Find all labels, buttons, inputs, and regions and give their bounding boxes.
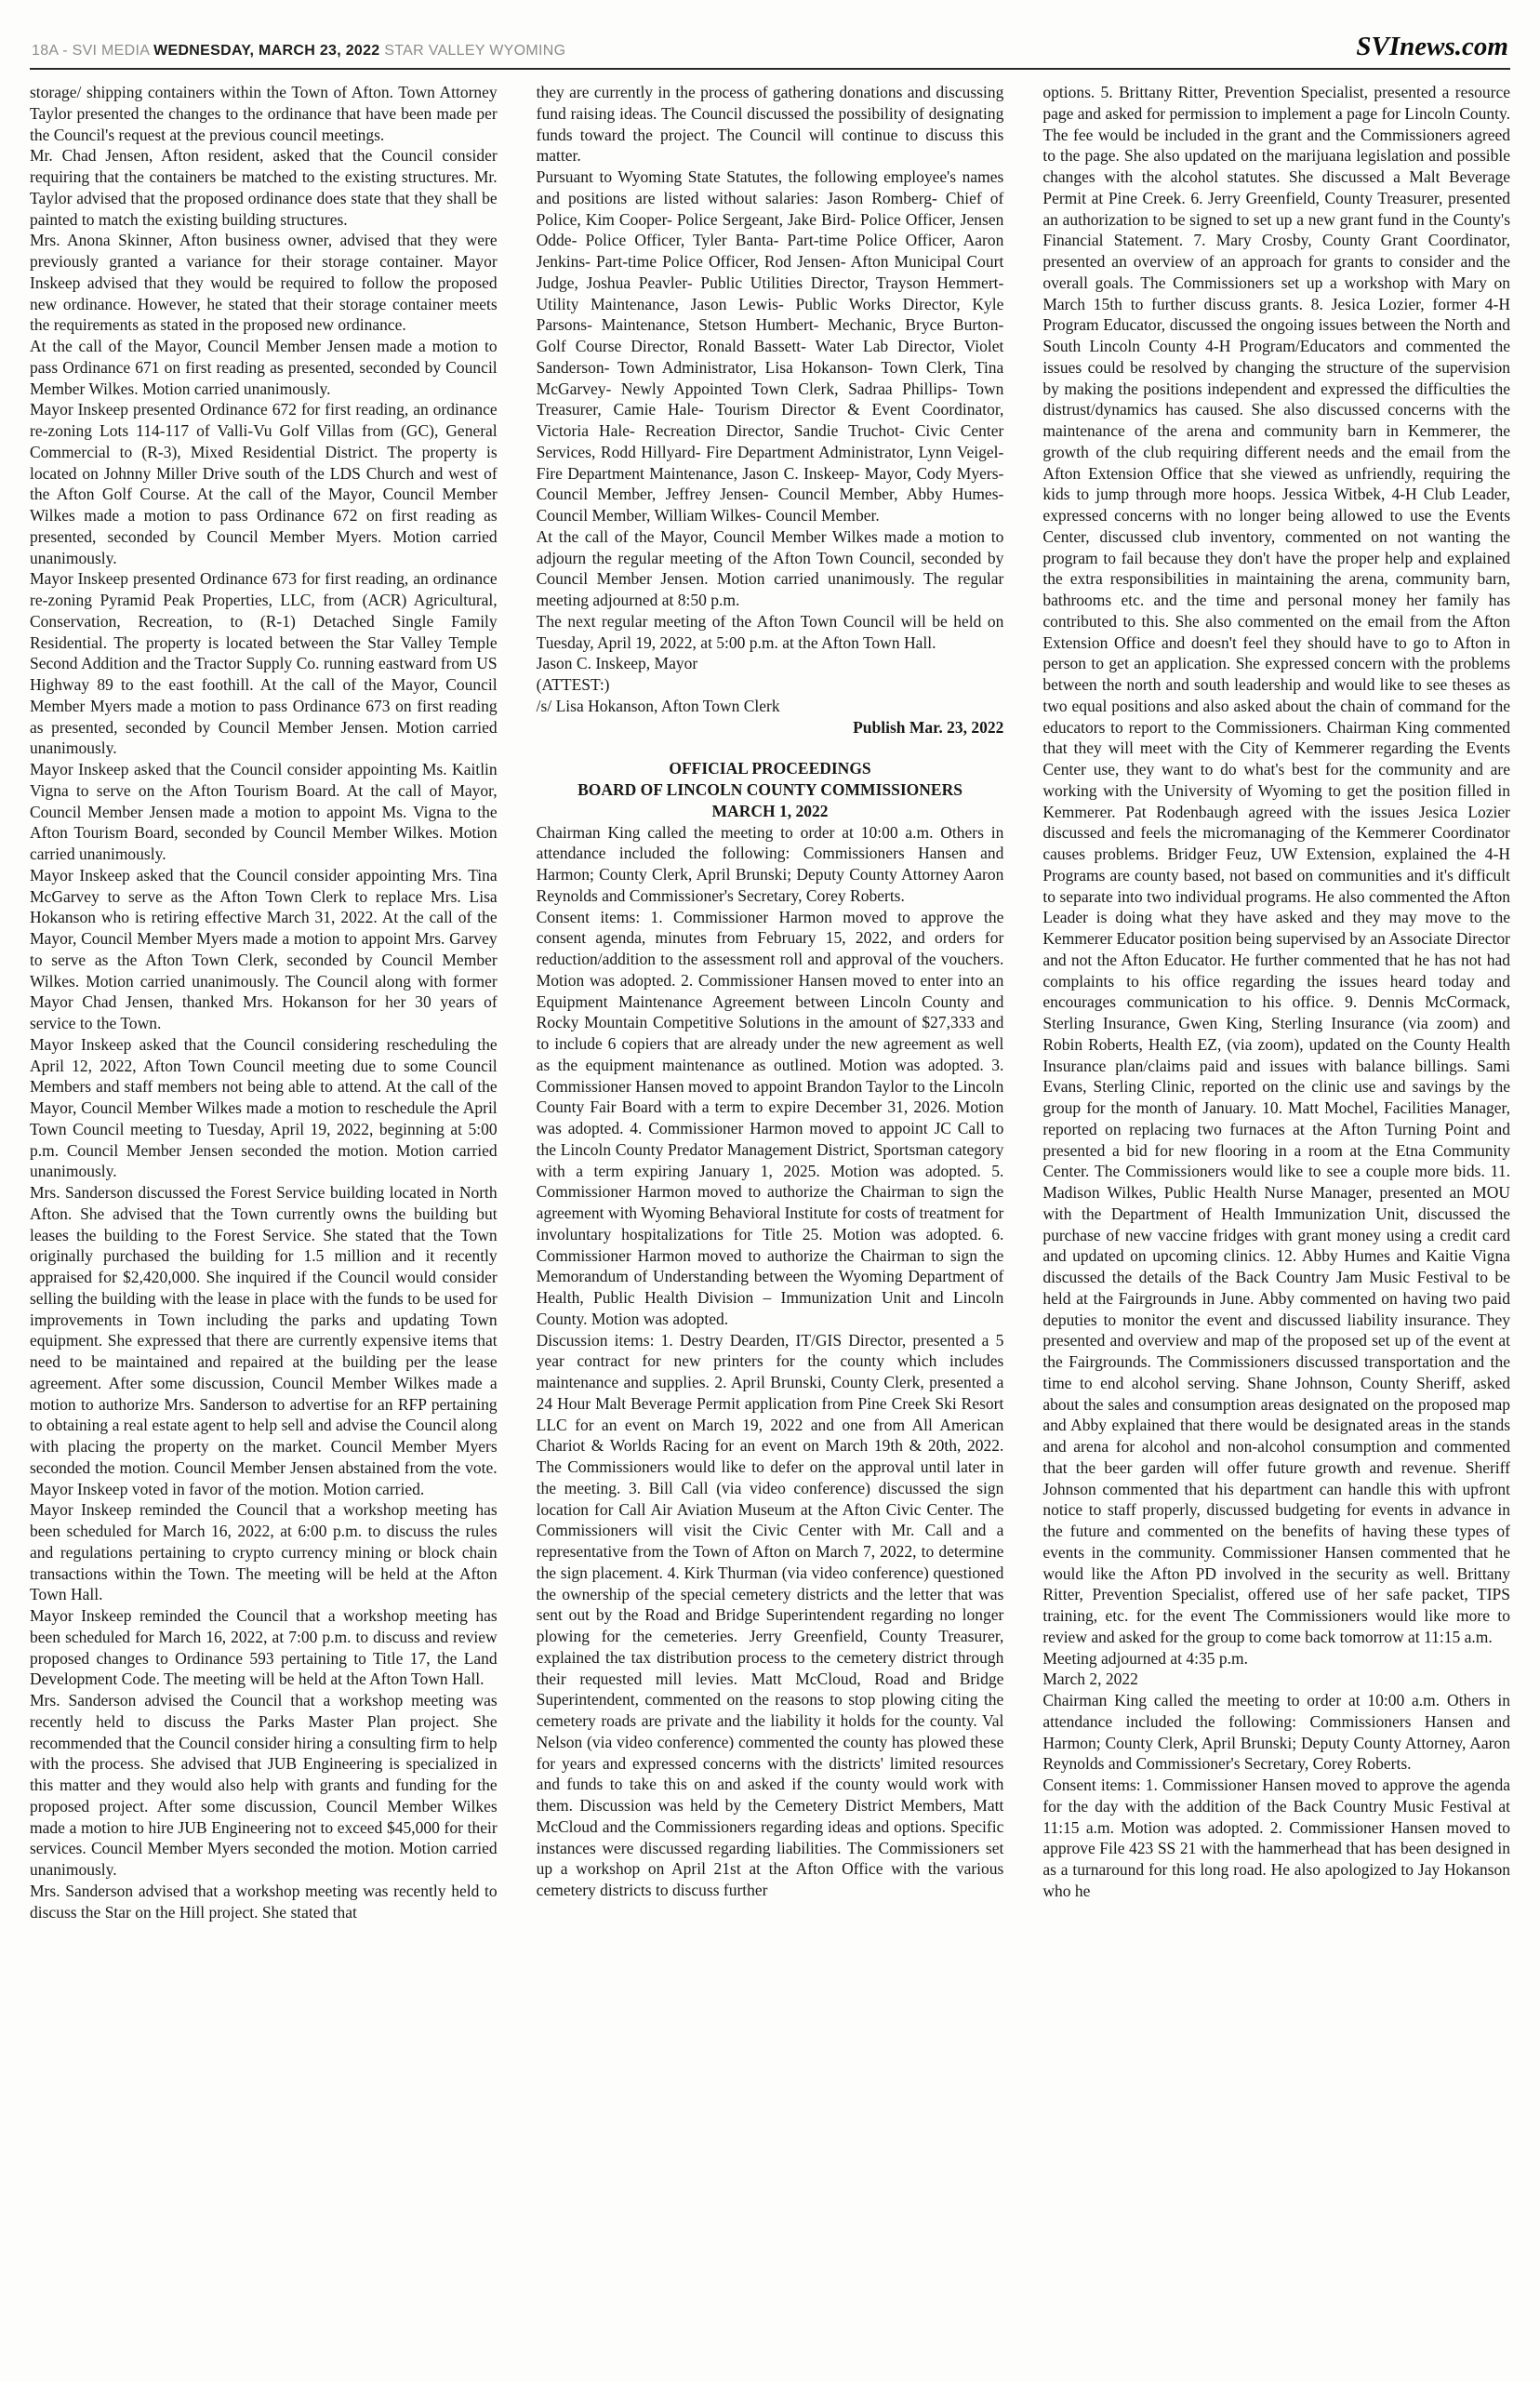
paragraph: Pursuant to Wyoming State Statutes, the following employee's names and positions are listed without salaries: Jason Romberg- Chief of Police, Kim Cooper- Police Sergeant, Jake Bird- Police Officer, Jensen Odde- Police Officer, Tyler Banta- Part-time Police Officer, Aaron Jenkins- Part-time Police Officer, Rod Jensen- Afton Municipal Court Judge, Joshua Peavler- Public Utilities Director, Trayson Hemmert- Utility Maintenance, Jason Lewis- Public Works Director, Kyle Parsons- Maintenance, Stetson Humbert- Mechanic, Bryce Burton- Golf Course Director, Ronald Bassett- Water Lab Director, Violet Sanderson- Town Administrator, Lisa Hokanson- Town Clerk, Tina McGarvey- Newly Appointed Town Clerk, Sadraa Phillips- Town Treasurer, Camie Hale- Tourism Director & Event Coordinator, Victoria Hale- Recreation Director, Sandie Truchot- Civic Center Services, Rodd Hillyard- Fire Department Administrator, Lynn Veigel- Fire Department Maintenance, Jason C. Inskeep- Mayor, Cody Myers- Council Member, Jeffrey Jensen- Council Member, Abby Humes- Council Member, William Wilkes- Council Member. bbox=[536, 167, 1004, 525]
paragraph: Mayor Inskeep reminded the Council that a workshop meeting has been scheduled for March 16, 2022, at 6:00 p.m. to discuss the rules and regulations pertaining to crypto currency mining or block chain transactions within the Town. The meeting will be held at the Afton Town Hall. bbox=[30, 1500, 498, 1604]
paragraph: Discussion items: 1. Destry Dearden, IT/GIS Director, presented a 5 year contract for new printers for the county which includes maintenance and supplies. 2. April Brunski, County Clerk, presented a 24 Hour Malt Beverage Permit application from Pine Creek Ski Resort LLC for an event on March 19, 2022 and one from All American Chariot & Worlds Racing for an event on March 19th & 20th, 2022. The Commissioners would like to defer on the approval until later in the meeting. 3. Bill Call (via video conference) discussed the sign location for Call Air Aviation Museum at the Afton Civic Center. The Commissioners will visit the Civic Center with Mr. Call and a representative from the Town of Afton on March 7, 2022, to determine the sign placement. 4. Kirk Thurman (via video conference) questioned the ownership of the special cemetery districts and the letter that was sent out by the Road and Bridge Superintendent regarding no longer plowing for the cemeteries. Jerry Greenfield, County Treasurer, explained the tax distribution process to the cemetery district through their requested mill levies. Matt McCloud, Road and Bridge Superintendent, commented on the reasons to stop plowing citing the cemetery roads are private and the liability it holds for the county. Val Nelson (via video conference) commented the county has plowed these for years and expressed concerns with the districts' limited resources and funds to take this on and asked if the county would work with them. Discussion was held by the Cemetery District Members, Matt McCloud and the Commissioners regarding ideas and options. Specific instances were discussed regarding liabilities. The Commissioners set up a workshop on April 21st at the Afton Office with the various cemetery districts to discuss further bbox=[536, 1330, 1004, 1899]
paragraph: Mr. Chad Jensen, Afton resident, asked that the Council consider requiring that the containers be matched to the existing structures. Mr. Taylor advised that the proposed ordinance does state that they shall be painted to match the existing building structures. bbox=[30, 146, 498, 229]
article-columns bbox=[30, 70, 1510, 1922]
paragraph: they are currently in the process of gathering donations and discussing fund raising ideas. The Council discussed the possibility of designating funds toward the project. The Council will continue to discuss this matter. bbox=[536, 83, 1004, 166]
paragraph: Mayor Inskeep asked that the Council consider appointing Mrs. Tina McGarvey to serve as the Afton Town Clerk to replace Mrs. Lisa Hokanson who is retiring effective March 31, 2022. At the call of the Mayor, Council Member Myers made a motion to appoint Mrs. Garvey to serve as the Afton Town Clerk, seconded by Council Member Wilkes. Motion carried unanimously. The Council along with former Mayor Chad Jensen, thanked Mrs. Hokanson for her 30 years of service to the Town. bbox=[30, 865, 498, 1032]
paragraph: At the call of the Mayor, Council Member Wilkes made a motion to adjourn the regular meeting of the Afton Town Council, seconded by Council Member Jensen. Motion carried unanimously. The regular meeting adjourned at 8:50 p.m. bbox=[536, 526, 1004, 609]
section-heading: BOARD OF LINCOLN COUNTY COMMISSIONERS bbox=[578, 780, 962, 799]
paragraph: Mayor Inskeep asked that the Council considering rescheduling the April 12, 2022, Afton Town Council meeting due to some Council Members and staff members not being able to attend. At the call of the Mayor, Council Member Wilkes made a motion to reschedule the April Town Council meeting to Tuesday, April 19, 2022, beginning at 5:00 p.m. Council Member Jensen seconded the motion. Motion carried unanimously. bbox=[30, 1034, 498, 1181]
paragraph: Meeting adjourned at 4:35 p.m. bbox=[1042, 1648, 1248, 1668]
section-heading: MARCH 1, 2022 bbox=[711, 801, 829, 820]
paragraph: The next regular meeting of the Afton Town Council will be held on Tuesday, April 19, 2022, at 5:00 p.m. at the Afton Town Hall. bbox=[536, 611, 1004, 652]
header-left bbox=[32, 43, 565, 60]
paragraph: options. 5. Brittany Ritter, Prevention Specialist, presented a resource page and asked for permission to implement a page for Lincoln County. The fee would be included in the grant and the Commissioners agreed to the page. She also updated on the marijuana legislation and possible changes with the alcohol statutes. She discussed a Malt Beverage Permit at Pine Creek. 6. Jerry Greenfield, County Treasurer, presented an authorization to be signed to set up a new grant fund in the County's Financial Statement. 7. Mary Crosby, County Grant Coordinator, presented an overview of an approach for grants to consider and the overall goals. The Commissioners set up a workshop with Mary on March 15th to further discuss grants. 8. Jesica Lozier, former 4-H Program Educator, discussed the ongoing issues between the North and South Lincoln County 4-H Program/Educators and commented the issues could be resolved by changing the structure of the supervision by making the positions independent and expressed the difficulties the distrust/dynamics has caused. She also discussed concerns with the maintenance of the arena and community barn in Kemmerer, the growth of the club requiring different needs and the email from the Afton Extension Office that she viewed as unfriendly, requiring the kids to jump through more hoops. Jessica Witbek, 4-H Club Leader, expressed concerns with no longer being allowed to use the Events Center, discussed club inventory, commented on not wanting the program to fail because they don't have the proper help and explained the extra responsibilities in maintaining the arena, community barn, bathrooms etc. and the time and personal money her family has contributed to this. She also commented on the email from the Afton Extension Office and doesn't feel they should have to go to Afton in person to get an application. She expressed concern with the problems between the north and south leadership and would like to see theses as two equal positions and also asked about the chain of command for the educators to report to the Commissioners. Chairman King commented that they will meet with the City of Kemmerer regarding the Events Center use, they want to do what's best for the community and are working with the University of Wyoming to get the position filled in Kemmerer. Pat Rodenbaugh agreed with the issues Jesica Lozier discussed and feels the micromanaging of the Kemmerer Coordinator causes problems. Bridger Feuz, UW Extension, explained the 4-H Programs are county based, not based on communities and it's difficult to separate into two individual programs. He also commented the Afton Leader is doing what they have asked and they may move to the Kemmerer Educator position being supervised by an Associate Director and not the Afton Educator. He further commented that he has not had complaints to his office regarding the issues heard today and encourages communication to his office. 9. Dennis McCormack, Sterling Insurance, Gwen King, Sterling Insurance (via zoom) and Robin Roberts, Health EZ, (via zoom), updated on the County Health Insurance plan/claims paid and issues with balance billings. Sami Evans, Sterling Clinic, reported on the clinic use and savings by the group for the month of January. 10. Matt Mochel, Facilities Manager, reported on replacing two furnaces at the Afton Turning Point and presented a bid for new flooring in a room at the Etna Community Center. The Commissioners would like to see a couple more bids. 11. Madison Wilkes, Public Health Nurse Manager, presented an MOU with the Department of Health Immunization Unit, discussed the purchase of new vaccine fridges with grant money using a credit card and updated on upcoming clinics. 12. Abby Humes and Kaitie Vigna discussed the details of the Back Country Jam Music Festival to be held at the Fairgrounds in June. Abby commented on having two paid deputies to monitor the event and discussed liability insurance. They presented and overview and map of the proposed set up of the event at the Fairgrounds. The Commissioners discussed transportation and the time to end alcohol serving. Shane Johnson, County Sheriff, asked about the sales and consumption areas designated on the proposed map and Abby explained that there would be designated areas in the stands and arena for alcohol and non-alcohol consumption and commented that the beer garden will offer future growth and revenue. Sheriff Johnson commented that his department can handle this with upfront notice to staff properly, discussed budgeting for events in advance in the future and commented on the benefits of having these types of events in the community. Commissioner Hansen commented that he would like the Afton PD involved in the security as well. Brittany Ritter, Prevention Specialist, offered use of her safe packet, TIPS training, etc. for the event The Commissioners would like more to review and asked for the group to come back tomorrow at 11:15 a.m. bbox=[1042, 83, 1511, 1646]
paragraph: Consent items: 1. Commissioner Hansen moved to approve the agenda for the day with the addition of the Back Country Music Festival at 11:15 a.m. Motion was adopted. 2. Commissioner Hansen moved to approve File 423 SS 21 with the hammerhead that has been designed in as a turnaround for this long road. He also apologized to Jay Hokanson who he bbox=[1042, 1776, 1511, 1900]
site-url: SVInews.com bbox=[1356, 32, 1508, 61]
paragraph: storage/ shipping containers within the Town of Afton. Town Attorney Taylor presented the changes to the ordinance that have been made per the Council's request at the previous council meetings. bbox=[30, 83, 498, 144]
paragraph: Mrs. Sanderson discussed the Forest Service building located in North Afton. She advised that the Town currently owns the building but leases the building to the Forest Service. She stated that the Town originally purchased the building for 1.5 million and it recently appraised for $2,420,000. She inquired if the Council would consider selling the building with the lease in place with the funds to be used for improvements in Town including the parks and updating Town equipment. She expressed that there are currently expensive items that need to be maintained and repaired at the building per the lease agreement. After some discussion, Council Member Wilkes made a motion to authorize Mrs. Sanderson to advertise for an RFP pertaining to obtaining a real estate agent to help sell and advise the Council along with placing the property on the market. Council Member Myers seconded the motion. Council Member Jensen abstained from the vote. Mayor Inskeep voted in favor of the motion. Motion carried. bbox=[30, 1183, 498, 1498]
column-1 bbox=[30, 82, 498, 1922]
column-2 bbox=[537, 82, 1004, 1922]
paragraph: Mrs. Sanderson advised that a workshop meeting was recently held to discuss the Star on the Hill project. She stated that bbox=[30, 1881, 498, 1922]
column-3 bbox=[1042, 82, 1510, 1922]
paragraph: Mayor Inskeep presented Ordinance 672 for first reading, an ordinance re-zoning Lots 114-117 of Valli-Vu Golf Villas from (GC), General Commercial to (R-3), Mixed Residential District. The property is located on Johnny Miller Drive south of the LDS Church and west of the Afton Golf Course. At the call of the Mayor, Council Member Wilkes made a motion to pass Ordinance 672 on first reading as presented, seconded by Council Member Myers. Motion carried unanimously. bbox=[30, 400, 498, 567]
paragraph: Mrs. Anona Skinner, Afton business owner, advised that they were previously granted a variance for their storage container. Mayor Inskeep advised that they would be required to follow the proposed new ordinance. However, he stated that their storage container meets the requirements as stated in the proposed new ordinance. bbox=[30, 231, 498, 335]
signature-mayor: Jason C. Inskeep, Mayor bbox=[536, 654, 698, 673]
header-date: WEDNESDAY, MARCH 23, 2022 bbox=[153, 43, 380, 59]
page-header bbox=[30, 32, 1510, 68]
publish-line: Publish Mar. 23, 2022 bbox=[853, 717, 1004, 737]
page-number-label: 18A - SVI MEDIA bbox=[32, 43, 154, 59]
date-heading: March 2, 2022 bbox=[1042, 1669, 1138, 1689]
paragraph: Chairman King called the meeting to order at 10:00 a.m. Others in attendance included the following: Commissioners Hansen and Harmon; County Clerk, April Brunski; Deputy County Attorney Aaron Reynolds and Commissioner's Secretary, Corey Roberts. bbox=[536, 822, 1004, 905]
paragraph: Mayor Inskeep reminded the Council that a workshop meeting has been scheduled for March 16, 2022, at 7:00 p.m. to discuss and review proposed changes to Ordinance 593 pertaining to Title 17, the Land Development Code. The meeting will be held at the Afton Town Hall. bbox=[30, 1606, 498, 1689]
paragraph: Mayor Inskeep presented Ordinance 673 for first reading, an ordinance re-zoning Pyramid Peak Properties, LLC, from (ACR) Agricultural, Conservation, Recreation, to (R-1) Detached Single Family Residential. The property is located between the Star Valley Temple Second Addition and the Tractor Supply Co. running eastward from US Highway 89 to the east foothill. At the call of the Mayor, Council Member Myers made a motion to pass Ordinance 673 on first reading as presented, seconded by Council Member Jensen. Motion carried unanimously. bbox=[30, 569, 498, 758]
section-heading: OFFICIAL PROCEEDINGS bbox=[669, 759, 871, 778]
paragraph: Mayor Inskeep asked that the Council consider appointing Ms. Kaitlin Vigna to serve on the Afton Tourism Board. At the call of Mayor, Council Member Jensen made a motion to appoint Ms. Vigna to the Afton Tourism Board, seconded by Council Member Wilkes. Motion carried unanimously. bbox=[30, 760, 498, 863]
paragraph: At the call of the Mayor, Council Member Jensen made a motion to pass Ordinance 671 on first reading as presented, seconded by Council Member Wilkes. Motion carried unanimously. bbox=[30, 337, 498, 398]
paragraph: Chairman King called the meeting to order at 10:00 a.m. Others in attendance included the following: Commissioners Hansen and Harmon; County Clerk, April Brunski; Deputy County Attorney, Aaron Reynolds and Commissioner's Secretary, Corey Roberts. bbox=[1042, 1691, 1511, 1774]
signature-attest: (ATTEST:) bbox=[536, 675, 610, 694]
signature-clerk: /s/ Lisa Hokanson, Afton Town Clerk bbox=[536, 696, 780, 715]
paragraph: Consent items: 1. Commissioner Harmon moved to approve the consent agenda, minutes from February 15, 2022, and orders for reduction/addition to the assessment roll and approval of the vouchers. Motion was adopted. 2. Commissioner Hansen moved to enter into an Equipment Maintenance Agreement between Lincoln County and Rocky Mountain Competitive Solutions in the amount of $27,333 and to include 6 copiers that are already under the new agreement as well as the equipment maintenance as outlined. Motion was adopted. 3. Commissioner Hansen moved to appoint Brandon Taylor to the Lincoln County Fair Board with a term to expire December 31, 2026. Motion was adopted. 4. Commissioner Harmon moved to appoint JC Call to the Lincoln County Predator Management District, Sportsman category with a term expiring January 1, 2025. Motion was adopted. 5. Commissioner Harmon moved to authorize the Chairman to sign the agreement with Wyoming Behavioral Institute for costs of treatment for involuntary hospitalizations for Title 25. Motion was adopted. 6. Commissioner Harmon moved to authorize the Chairman to sign the Memorandum of Understanding between the Wyoming Department of Health, Public Health Division – Immunization Unit and Lincoln County. Motion was adopted. bbox=[536, 907, 1004, 1328]
paragraph: Mrs. Sanderson advised the Council that a workshop meeting was recently held to discuss the Parks Master Plan project. She recommended that the Council consider hiring a consulting firm to help with the process. She advised that JUB Engineering is specialized in this matter and they would also help with grants and funding for the proposed project. After some discussion, Council Member Wilkes made a motion to hire JUB Engineering not to exceed $45,000 for their services. Council Member Myers seconded the motion. Motion carried unanimously. bbox=[30, 1691, 498, 1879]
header-location: STAR VALLEY WYOMING bbox=[379, 43, 566, 59]
